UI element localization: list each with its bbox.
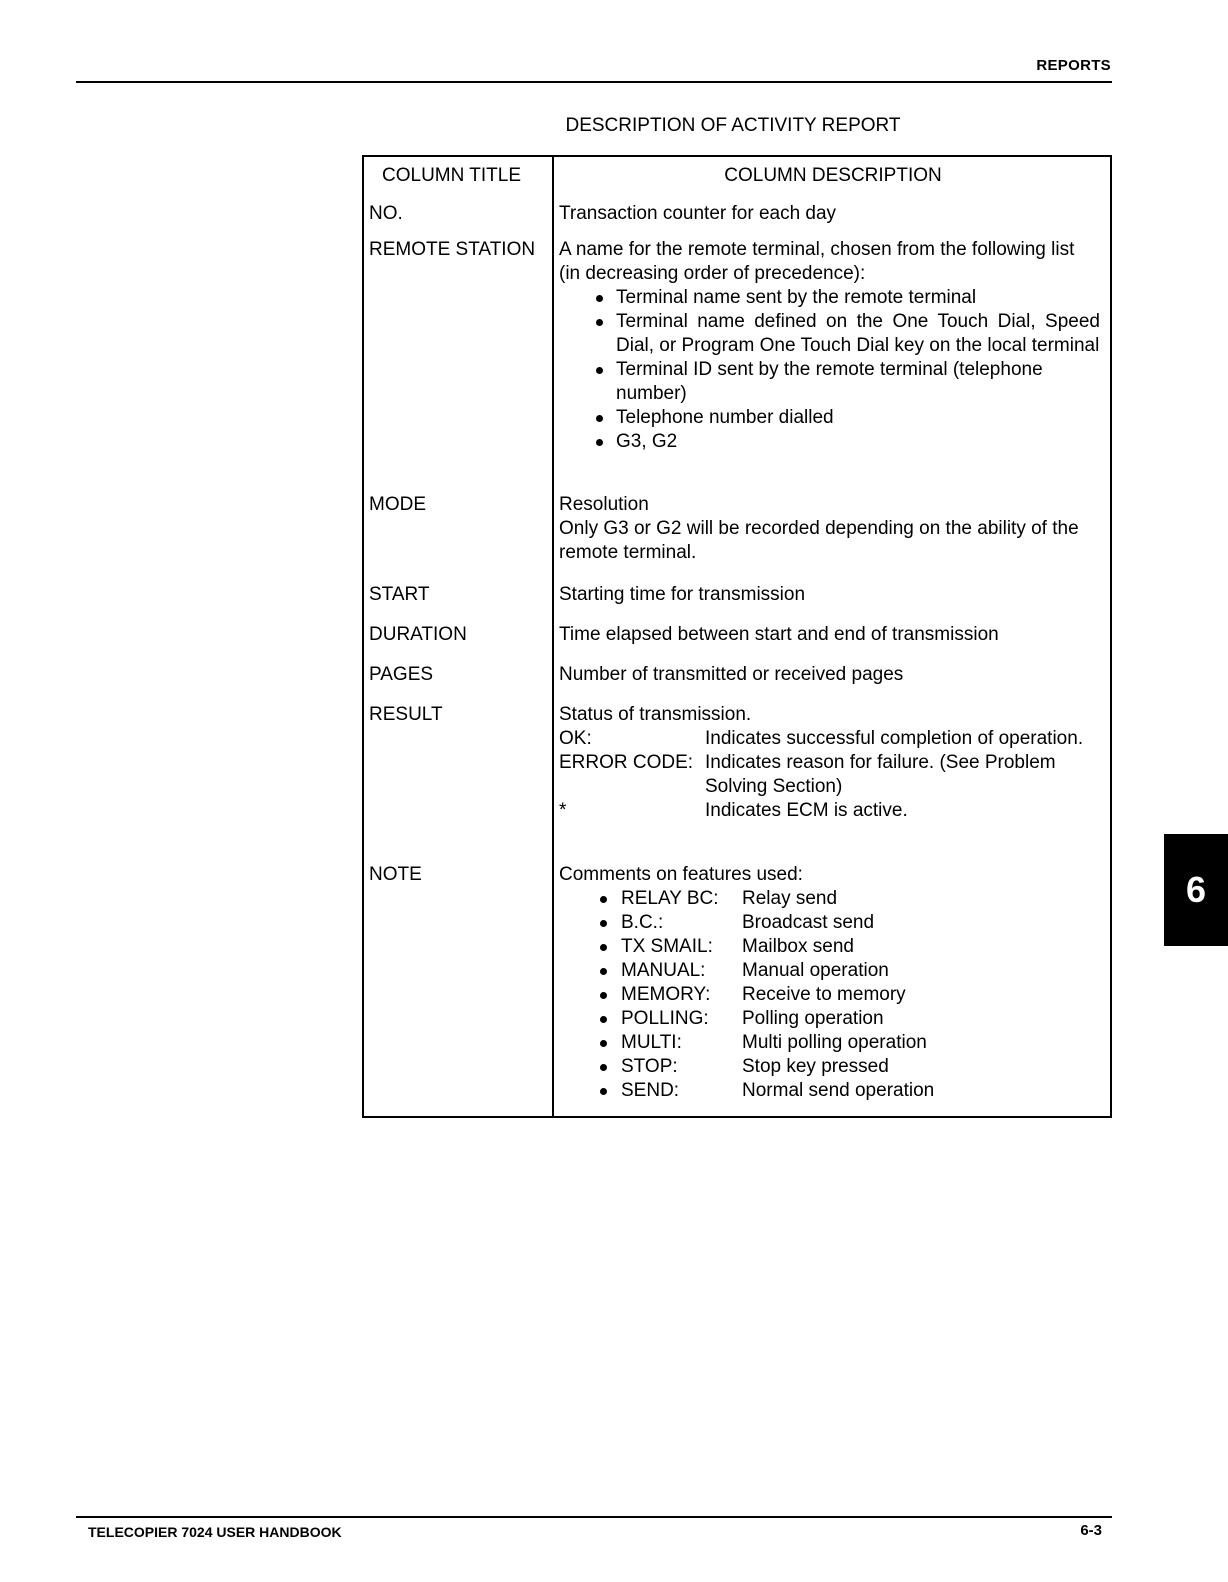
column-description-header: COLUMN DESCRIPTION	[724, 165, 942, 186]
mode-line-2: Only G3 or G2 will be recorded depending on the ability of the remote terminal.	[559, 518, 1079, 563]
bullet-icon	[600, 1040, 607, 1047]
list-item: ERROR CODE: Indicates reason for failure. (See Problem Solving Section)	[559, 752, 1056, 797]
list-item: Telephone number dialled	[559, 406, 1100, 430]
list-item: OK: Indicates successful completion of operation.	[559, 728, 1084, 749]
list-item: TX SMAIL: Mailbox send	[559, 935, 1100, 959]
list-item: Terminal ID sent by the remote terminal (telephone number)	[559, 358, 1100, 406]
row-title-mode: MODE	[369, 494, 426, 515]
activity-report-table	[362, 155, 1112, 1118]
page-number: 6-3	[1080, 1522, 1102, 1539]
list-item: MANUAL: Manual operation	[559, 959, 1100, 983]
list-item: SEND: Normal send operation	[559, 1079, 1100, 1103]
bullet-icon	[596, 319, 603, 326]
row-title-pages: PAGES	[369, 664, 434, 685]
list-item: RELAY BC: Relay send	[559, 887, 1100, 911]
remote-station-list	[559, 286, 1100, 454]
list-item: Terminal name defined on the One Touch Dial, Speed Dial, or Program One Touch Dial key on the local terminal	[559, 310, 1100, 358]
column-title-header: COLUMN TITLE	[382, 165, 522, 186]
row-title-no: NO.	[369, 203, 403, 224]
list-item: MULTI: Multi polling operation	[559, 1031, 1100, 1055]
page-title: DESCRIPTION OF ACTIVITY REPORT	[565, 115, 901, 136]
bullet-icon	[600, 1064, 607, 1071]
row-title-start: START	[369, 584, 430, 605]
bullet-icon	[596, 439, 603, 446]
note-intro: Comments on features used:	[559, 864, 803, 885]
row-desc-mode	[559, 493, 1100, 565]
row-desc-start: Starting time for transmission	[559, 584, 806, 605]
row-desc-remote-station	[559, 238, 1100, 454]
section-tab: 6	[1164, 834, 1228, 946]
bullet-icon	[600, 944, 607, 951]
remote-station-intro: A name for the remote terminal, chosen from the following list (in decreasing order of precedence):	[559, 239, 1075, 284]
row-title-remote-station: REMOTE STATION	[369, 239, 536, 260]
bullet-icon	[600, 1016, 607, 1023]
list-item: POLLING: Polling operation	[559, 1007, 1100, 1031]
row-desc-result	[559, 703, 1100, 823]
row-title-duration: DURATION	[369, 624, 467, 645]
row-desc-duration: Time elapsed between start and end of transmission	[559, 624, 999, 645]
note-feature-list	[559, 887, 1100, 1103]
bullet-icon	[600, 896, 607, 903]
row-desc-note	[559, 863, 1100, 1103]
bullet-icon	[596, 295, 603, 302]
row-title-note: NOTE	[369, 864, 422, 885]
bullet-icon	[600, 992, 607, 999]
mode-line-1: Resolution	[559, 494, 649, 515]
column-divider	[552, 157, 554, 1116]
bullet-icon	[596, 415, 603, 422]
footer-book-title: TELECOPIER 7024 USER HANDBOOK	[88, 1524, 342, 1540]
list-item: * Indicates ECM is active.	[559, 800, 908, 821]
list-item: MEMORY: Receive to memory	[559, 983, 1100, 1007]
bullet-icon	[600, 1088, 607, 1095]
result-intro: Status of transmission.	[559, 704, 752, 725]
list-item: B.C.: Broadcast send	[559, 911, 1100, 935]
list-item: G3, G2	[559, 430, 1100, 454]
row-desc-pages: Number of transmitted or received pages	[559, 664, 904, 685]
list-item: Terminal name sent by the remote terminal	[559, 286, 1100, 310]
bullet-icon	[600, 968, 607, 975]
bullet-icon	[596, 367, 603, 374]
footer-rule	[76, 1516, 1112, 1518]
list-item: STOP: Stop key pressed	[559, 1055, 1100, 1079]
row-title-result: RESULT	[369, 704, 443, 725]
running-header: REPORTS	[1036, 57, 1111, 74]
bullet-icon	[600, 920, 607, 927]
row-desc-no: Transaction counter for each day	[559, 203, 837, 224]
header-rule	[76, 81, 1112, 83]
result-code-list	[559, 727, 1100, 823]
